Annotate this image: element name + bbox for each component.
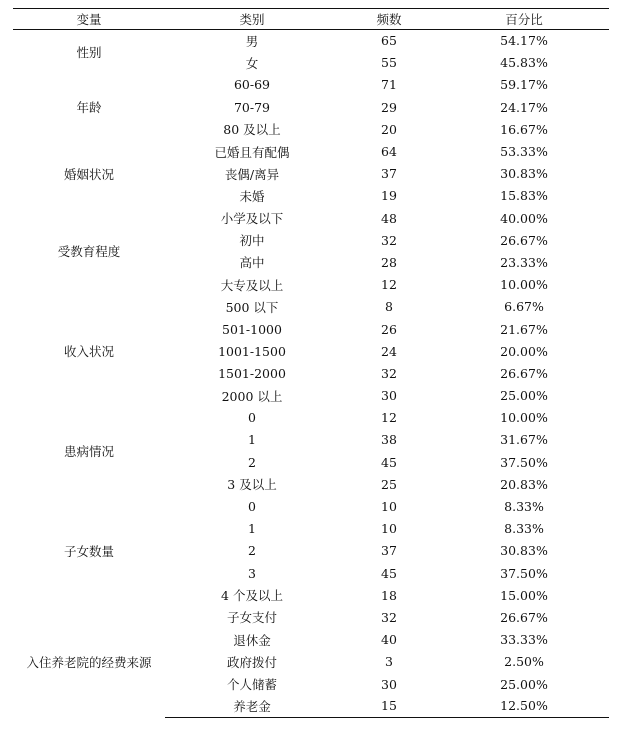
category-cell: 2 [248,543,256,559]
percent-cell: 8.33% [504,499,544,515]
category-cell: 3 [248,565,256,581]
category-cell: 个人储蓄 [226,677,277,693]
category-cell: 2 [248,454,256,470]
header-variable: 变量 [76,12,102,27]
category-cell: 退休金 [233,632,271,648]
percent-cell: 30.83% [500,543,548,559]
category-cell: 大专及以上 [220,277,284,293]
percent-cell: 25.00% [500,388,548,404]
variable-cell: 子女数量 [63,543,114,559]
frequency-cell: 30 [381,388,397,404]
table-row [13,207,609,229]
frequency-cell: 28 [381,254,397,270]
percent-cell: 26.67% [500,232,548,248]
frequency-cell: 12 [381,410,397,426]
header-percent: 百分比 [505,12,543,27]
percent-cell: 26.67% [500,609,548,625]
category-cell: 子女支付 [226,610,277,626]
frequency-cell: 24 [381,343,397,359]
category-cell: 高中 [239,255,265,271]
frequency-cell: 71 [381,77,397,93]
frequency-cell: 25 [381,476,397,492]
frequency-cell: 45 [381,454,397,470]
category-cell: 4 个及以上 [221,588,283,604]
percent-cell: 30.83% [500,166,548,182]
header-category: 类别 [239,12,265,27]
frequency-cell: 45 [381,565,397,581]
table-row [13,407,609,429]
table-row [13,140,609,162]
frequency-cell: 8 [385,299,393,315]
percent-cell: 16.67% [500,121,548,137]
percent-cell: 59.17% [500,77,548,93]
table-row [13,606,609,628]
percent-cell: 6.67% [504,299,544,315]
variable-cell: 患病情况 [63,444,114,460]
percent-cell: 20.00% [500,343,548,359]
header-frequency: 频数 [376,12,402,27]
category-cell: 0 [248,499,256,515]
category-cell: 2000 以上 [221,388,283,404]
category-cell: 80 及以上 [223,122,281,138]
variable-cell: 婚姻状况 [63,166,114,182]
percent-cell: 40.00% [500,210,548,226]
table-row [13,74,609,96]
frequency-cell: 30 [381,676,397,692]
category-cell: 1 [248,521,256,537]
category-cell: 丧偶/离异 [224,166,280,182]
category-cell: 1001-1500 [218,343,286,359]
percent-cell: 37.50% [500,565,548,581]
frequency-cell: 32 [381,609,397,625]
frequency-cell: 19 [381,188,397,204]
variable-cell: 年龄 [76,100,102,116]
percent-cell: 21.67% [500,321,548,337]
frequency-cell: 32 [381,232,397,248]
variable-cell: 收入状况 [63,344,114,360]
frequency-cell: 48 [381,210,397,226]
category-cell: 3 及以上 [227,477,277,493]
frequency-cell: 32 [381,365,397,381]
category-cell: 男 [245,33,259,49]
frequency-cell: 64 [381,144,397,160]
frequency-cell: 37 [381,543,397,559]
percent-cell: 45.83% [500,55,548,71]
category-cell: 初中 [239,233,265,249]
percent-cell: 24.17% [500,99,548,115]
frequency-cell: 26 [381,321,397,337]
category-cell: 已婚且有配偶 [214,144,290,160]
table-body [13,30,609,718]
percent-cell: 2.50% [504,654,544,670]
percent-cell: 23.33% [500,254,548,270]
table-header [13,9,609,30]
percent-cell: 33.33% [500,632,548,648]
percent-cell: 15.83% [500,188,548,204]
category-cell: 小学及以下 [220,211,284,227]
frequency-cell: 38 [381,432,397,448]
frequency-cell: 37 [381,166,397,182]
frequency-cell: 3 [385,654,393,670]
frequency-cell: 20 [381,121,397,137]
percent-cell: 8.33% [504,521,544,537]
percent-cell: 54.17% [500,33,548,49]
category-cell: 501-1000 [222,321,282,337]
frequency-cell: 10 [381,499,397,515]
frequency-cell: 12 [381,277,397,293]
percent-cell: 12.50% [439,695,609,717]
category-cell: 女 [245,55,259,71]
percent-cell: 26.67% [500,365,548,381]
percent-cell: 10.00% [500,277,548,293]
category-cell: 政府拨付 [226,654,277,670]
frequency-cell: 15 [339,695,439,717]
frequency-cell: 55 [381,55,397,71]
frequency-cell: 65 [381,33,397,49]
category-cell: 养老金 [165,695,339,717]
frequency-cell: 40 [381,632,397,648]
variable-cell: 受教育程度 [57,244,121,260]
frequency-cell: 29 [381,99,397,115]
table-row [13,296,609,318]
percent-cell: 15.00% [500,587,548,603]
category-cell: 60-69 [233,77,271,93]
table-row [13,30,609,52]
percent-cell: 37.50% [500,454,548,470]
percent-cell: 53.33% [500,144,548,160]
variable-cell: 入住养老院的经费来源 [26,654,152,670]
table-row [13,495,609,517]
category-cell: 70-79 [233,99,271,115]
category-cell: 1 [248,432,256,448]
frequency-cell: 18 [381,587,397,603]
percent-cell: 31.67% [500,432,548,448]
category-cell: 500 以下 [225,299,279,315]
percent-cell: 20.83% [500,476,548,492]
category-cell: 0 [248,410,256,426]
category-cell: 未婚 [239,188,265,204]
category-cell: 1501-2000 [218,365,286,381]
frequency-cell: 10 [381,521,397,537]
percent-cell: 25.00% [500,676,548,692]
header-row [13,9,609,30]
percent-cell: 10.00% [500,410,548,426]
variable-cell: 性别 [76,44,102,60]
demographics-table [13,8,609,718]
